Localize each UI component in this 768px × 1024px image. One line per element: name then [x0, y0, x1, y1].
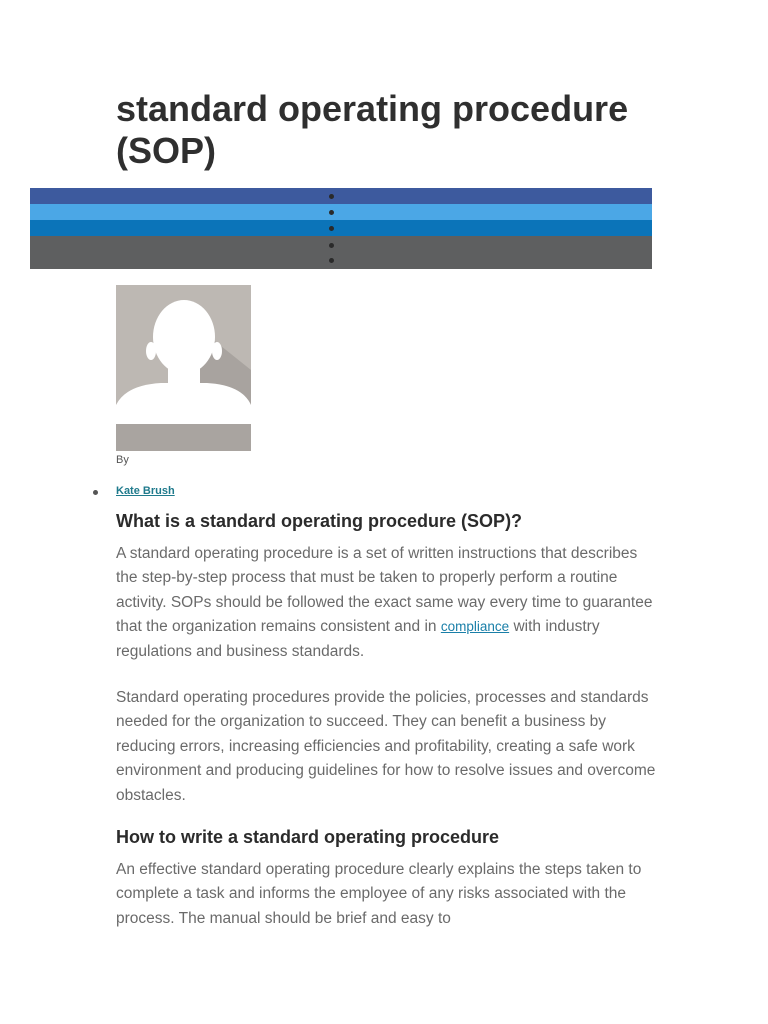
- paragraph: Standard operating procedures provide the policies, processes and standards needed for the organization to succeed. They can benefit a business by reducing errors, increasing efficiencies and profitability, creating a safe work environment and producing guidelines for how to resolve issues and overcome obstacles.: [116, 689, 656, 804]
- bullet-icon: [329, 243, 334, 248]
- share-button-3[interactable]: [30, 220, 652, 236]
- paragraph-text: with industry regulations and business standards.: [116, 618, 600, 660]
- share-bar: [30, 188, 652, 269]
- section-heading: How to write a standard operating procedure: [116, 827, 500, 847]
- byline-prefix: By: [116, 454, 129, 466]
- author-link[interactable]: Kate Brush: [116, 485, 175, 497]
- bullet-icon: [329, 226, 334, 231]
- share-button-4[interactable]: [30, 236, 652, 269]
- compliance-link[interactable]: compliance: [440, 619, 510, 635]
- paragraph-text: A standard operating procedure is a set of written instructions that describes the step-by-step process that must be taken to properly perform a routine activity. SOPs should be followed the exact same way every time to guarantee that the organization remains consistent and in: [116, 545, 653, 636]
- bullet-icon: [93, 490, 98, 495]
- avatar-caption-bar: [116, 424, 251, 451]
- list-item: [93, 485, 175, 497]
- section-heading: What is a standard operating procedure (SOP)?: [116, 511, 523, 531]
- paragraph: [116, 542, 661, 664]
- share-button-1[interactable]: [30, 188, 652, 204]
- paragraph: An effective standard operating procedure clearly explains the steps taken to complete a task and informs the employee of any risks associated with the process. The manual should be brief and easy to: [116, 861, 642, 927]
- bullet-icon: [329, 258, 334, 263]
- person-silhouette-icon: [116, 285, 251, 423]
- page-title: standard operating procedure (SOP): [116, 88, 629, 171]
- bullet-icon: [329, 194, 334, 199]
- author-avatar: [116, 285, 251, 423]
- author-list: [93, 485, 175, 497]
- bullet-icon: [329, 210, 334, 215]
- share-button-2[interactable]: [30, 204, 652, 220]
